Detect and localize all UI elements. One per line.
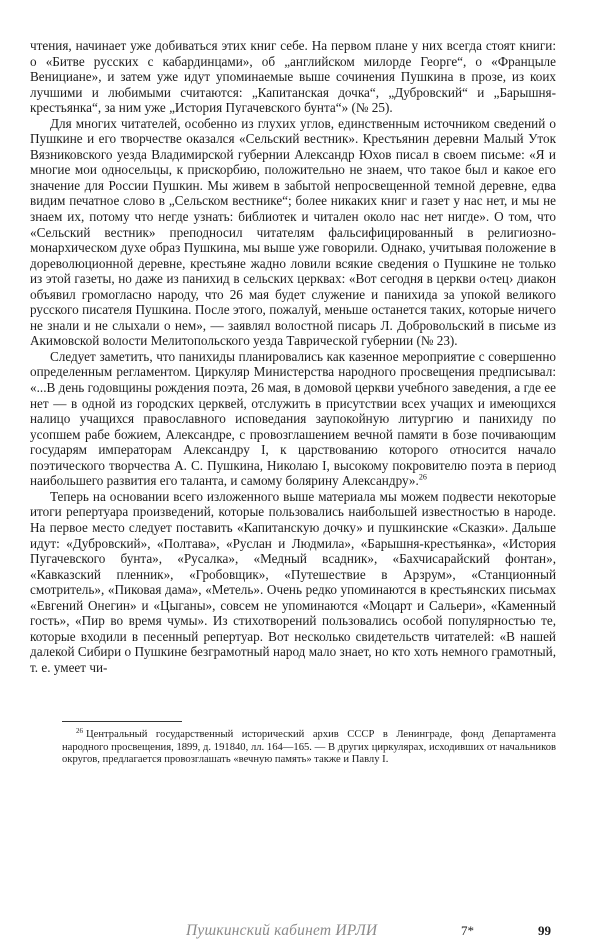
- page-number: 99: [538, 923, 551, 938]
- footnote-mark: 26: [76, 726, 83, 735]
- paragraph-3: [30, 349, 556, 489]
- watermark: Пушкинский кабинет ИРЛИ: [186, 922, 378, 939]
- body-text: [30, 38, 556, 675]
- footnote: [62, 726, 556, 766]
- paragraph-4: Теперь на основании всего изложенного выше материала мы можем подвести некоторые итоги репертуара произведений, которые пользовались наибольшей известностью в народе. На первое место следует поставить «Капитанскую дочку» и пушкинские «Сказки». Дальше идут: «Дубровский», «Полтава», «Руслан и Людмила», «Барышня-крестьянка», «История Пугачевского бунта», «Русалка», «Медный всадник», «Бахчисарайский фонтан», «Кавказский пленник», «Гробовщик», «Путешествие в Арзрум», «Станционный смотритель», «Пиковая дама», «Метель». Очень редко упоминаются в крестьянских письмах «Евгений Онегин» и «Цыганы», совсем не упоминаются «Моцарт и Сальери», «Каменный гость», «Пир во время чумы». Из стихотворений пользовались особой популярностью те, которые входили в песенный репертуар. Вот несколько свидетельств читателей: «В нашей далекой Сибири о Пушкине безграмотный народ мало знает, но кто хоть немного грамотный, т. е. умеет чи-: [30, 488, 556, 675]
- page: [30, 38, 556, 767]
- footnote-reference[interactable]: 26: [418, 472, 427, 482]
- footnote-text: Центральный государственный исторический архив СССР в Ленинграде, фонд Департамента народного просвещения, 1899, д. 191840, лл. 164—165. — В других циркулярах, исходивших от начальников округов, предлагается провозглашать «вечную память» также и Павлу I.: [62, 729, 556, 766]
- page-footer: [0, 922, 600, 946]
- footnote-divider: [62, 721, 182, 722]
- paragraph-1: чтения, начинает уже добиваться этих книг себе. На первом плане у них всегда стоят книги: о «Битве русских с кабардинцами», об „английском милорде Георге“, о «Францыле Венициане», и затем уже идут упоминаемые выше сочинения Пушкина в прозе, из коих лучшими и любимыми считаются: „Капитанская дочка“, „Дубровский“ и „Барышня-крестьянка“, за ним уже „История Пугачевского бунта“» (№ 25).: [30, 38, 556, 116]
- signature-mark: 7*: [461, 923, 474, 938]
- paragraph-2: Для многих читателей, особенно из глухих углов, единственным источником сведений о Пушкине и его творчестве оказался «Сельский вестник». Крестьянин деревни Малый Уток Вязниковского уезда Владимирской губернии Александр Юхов писал в своем письме: «Я и многие мои односельцы, к прискорбию, положительно не знаем, что такое был и какое его значение для России Пушкин. Мы живем в забытой непросвещенной темной деревне, едва видим печатное слово в „Сельском вестнике“; более никаких книг и газет у нас нет, и мы не знаем их, потому что негде узнать: библиотек и читален около нас нет нигде». О том, что «Сельский вестник» преподносил читателям фальсифицированный в религиозно-монархическом духе образ Пушкина, мы выше уже говорили. Однако, учитывая положение в дореволюционной деревне, крестьяне жадно ловили всякие сведения о Пушкине не только из этой газеты, но даже из панихид в сельских церквах: «Вот сегодня в церкви о‹тец› диакон объявил громогласно народу, что 26 мая будет служение и панихида за упокой великого русского писателя Пушкина. После этого, пожалуй, меньше останется таких, которые ничего не знали и не слыхали о нем», — заявлял волостной писарь Л. Добровольский в письме из Акимовской волости Мелитопольского уезда Таврической губернии (№ 23).: [30, 115, 556, 349]
- paragraph-3-text: Следует заметить, что панихиды планировались как казенное мероприятие с совершенно определенным регламентом. Циркуляр Министерства народного просвещения предписывал: «...В день годовщины рождения поэта, 26 мая, в домовой церкви учебного заведения, а где ее нет — в одной из городских церквей, отслужить в присутствии всех учащих и имеющихся налицо учащихся православного исповедания заупокойную литургию и панихиду по усопшем рабе божием, Александре, с провозглашением вечной памяти в бозе почивающим государям императорам Александру I, к царствованию которого относится начало поэтического творчества А. С. Пушкина, Николаю I, высокому покровителю поэта в период наибольшего развития его таланта, и самому болярину Александру».: [30, 348, 556, 489]
